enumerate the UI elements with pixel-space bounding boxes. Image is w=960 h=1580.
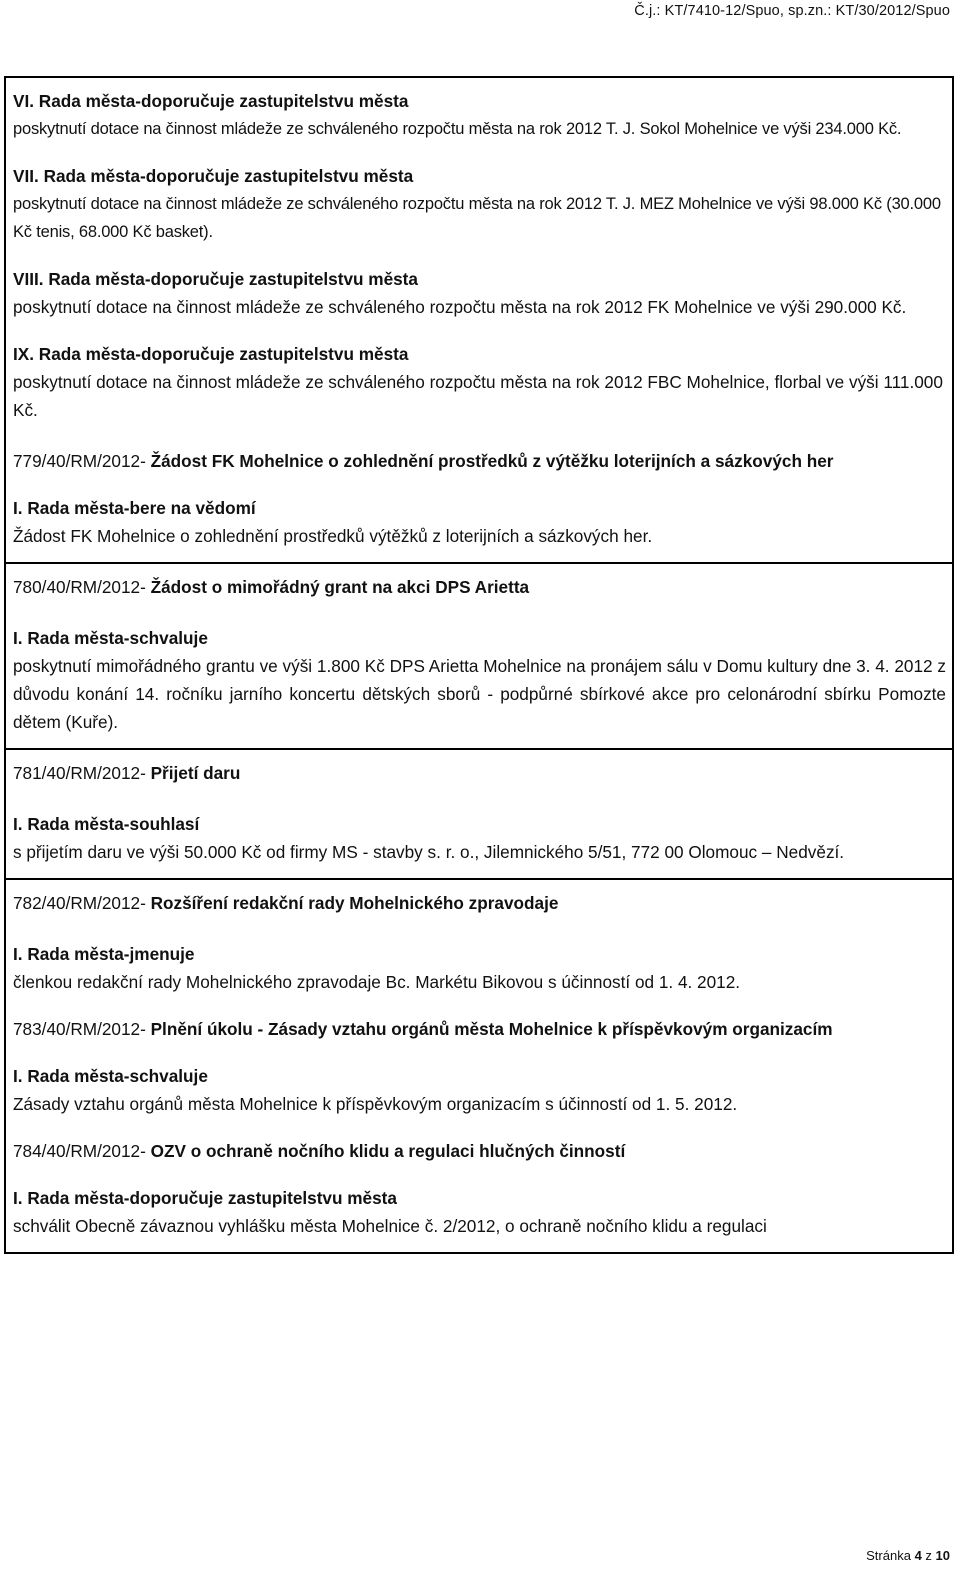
resolution-number: 780/40/RM/2012- bbox=[13, 577, 151, 597]
resolution-subject: Žádost o mimořádný grant na akci DPS Arietta bbox=[150, 577, 530, 597]
item-heading: VII. Rada města-doporučuje zastupitelstvu města bbox=[13, 166, 414, 186]
item-text: Žádost FK Mohelnice o zohlednění prostředků výtěžků z loterijních a sázkových her. bbox=[13, 526, 653, 546]
resolution-title bbox=[13, 1137, 946, 1165]
document-reference: Č.j.: KT/7410-12/Spuo, sp.zn.: KT/30/2012/Spuo bbox=[634, 3, 950, 19]
resolution-title bbox=[13, 573, 946, 601]
item-heading: VIII. Rada města-doporučuje zastupitelstvu města bbox=[13, 269, 418, 289]
page-number bbox=[866, 1548, 950, 1563]
item-text: poskytnutí dotace na činnost mládeže ze schváleného rozpočtu města na rok 2012 T. J. MEZ Mohelnice ve výši 98.000 Kč (30.000 Kč tenis, 68.000 Kč basket). bbox=[13, 195, 941, 241]
resolution-subject: Rozšíření redakční rady Mohelnického zpravodaje bbox=[150, 893, 559, 913]
resolution-block-780 bbox=[6, 564, 952, 750]
item-heading: I. Rada města-souhlasí bbox=[13, 814, 200, 834]
item-heading: I. Rada města-doporučuje zastupitelstvu města bbox=[13, 1188, 397, 1208]
resolution-number: 779/40/RM/2012- bbox=[13, 451, 151, 471]
resolution-number: 782/40/RM/2012- bbox=[13, 893, 151, 913]
resolution-number: 783/40/RM/2012- bbox=[13, 1019, 151, 1039]
item-text: členkou redakční rady Mohelnického zpravodaje Bc. Markétu Bikovou s účinností od 1. 4. 2012. bbox=[13, 972, 741, 992]
item-text: poskytnutí dotace na činnost mládeže ze schváleného rozpočtu města na rok 2012 T. J. Sokol Mohelnice ve výši 234.000 Kč. bbox=[13, 120, 902, 138]
item-heading: I. Rada města-jmenuje bbox=[13, 944, 195, 964]
item-heading: IX. Rada města-doporučuje zastupitelstvu města bbox=[13, 344, 409, 364]
page-separator: z bbox=[921, 1548, 936, 1563]
resolution-subject: Žádost FK Mohelnice o zohlednění prostředků z výtěžku loterijních a sázkových her bbox=[150, 451, 834, 471]
item-heading: I. Rada města-schvaluje bbox=[13, 1066, 208, 1086]
item-heading: VI. Rada města-doporučuje zastupitelstvu města bbox=[13, 91, 409, 111]
resolution-block-781 bbox=[6, 750, 952, 880]
page-label: Stránka bbox=[866, 1548, 915, 1563]
item-heading: I. Rada města-bere na vědomí bbox=[13, 498, 256, 518]
item-text: poskytnutí dotace na činnost mládeže ze schváleného rozpočtu města na rok 2012 FK Mohelnice ve výši 290.000 Kč. bbox=[13, 297, 907, 317]
resolutions-table bbox=[4, 76, 954, 1254]
resolution-subject: Plnění úkolu - Zásady vztahu orgánů města Mohelnice k příspěvkovým organizacím bbox=[150, 1019, 833, 1039]
page-current: 4 bbox=[914, 1548, 922, 1563]
resolution-title bbox=[13, 447, 946, 475]
resolution-title bbox=[13, 1015, 946, 1043]
item-text: poskytnutí mimořádného grantu ve výši 1.800 Kč DPS Arietta Mohelnice na pronájem sálu v Domu kultury dne 3. 4. 2012 z důvodu konání 14. ročníku jarního koncertu dětských sborů - podpůrné sbírkové akce pro celonárodní sbírku Pomozte dětem (Kuře). bbox=[13, 656, 946, 732]
item-heading: I. Rada města-schvaluje bbox=[13, 628, 208, 648]
resolution-title bbox=[13, 759, 946, 787]
resolution-number: 781/40/RM/2012- bbox=[13, 763, 151, 783]
resolution-title bbox=[13, 889, 946, 917]
item-text: Zásady vztahu orgánů města Mohelnice k příspěvkovým organizacím s účinností od 1. 5. 2012. bbox=[13, 1094, 738, 1114]
item-text: s přijetím daru ve výši 50.000 Kč od firmy MS - stavby s. r. o., Jilemnického 5/51, 772 00 Olomouc – Nedvězí. bbox=[13, 842, 845, 862]
resolution-block-779 bbox=[6, 78, 952, 564]
item-text: poskytnutí dotace na činnost mládeže ze schváleného rozpočtu města na rok 2012 FBC Mohelnice, florbal ve výši 111.000 Kč. bbox=[13, 372, 943, 420]
item-text: schválit Obecně závaznou vyhlášku města Mohelnice č. 2/2012, o ochraně nočního klidu a regulaci bbox=[13, 1216, 767, 1236]
resolution-number: 784/40/RM/2012- bbox=[13, 1141, 151, 1161]
resolution-subject: Přijetí daru bbox=[150, 763, 241, 783]
resolution-block-782-784 bbox=[6, 880, 952, 1254]
page-total: 10 bbox=[935, 1548, 950, 1563]
resolution-subject: OZV o ochraně nočního klidu a regulaci hlučných činností bbox=[150, 1141, 626, 1161]
